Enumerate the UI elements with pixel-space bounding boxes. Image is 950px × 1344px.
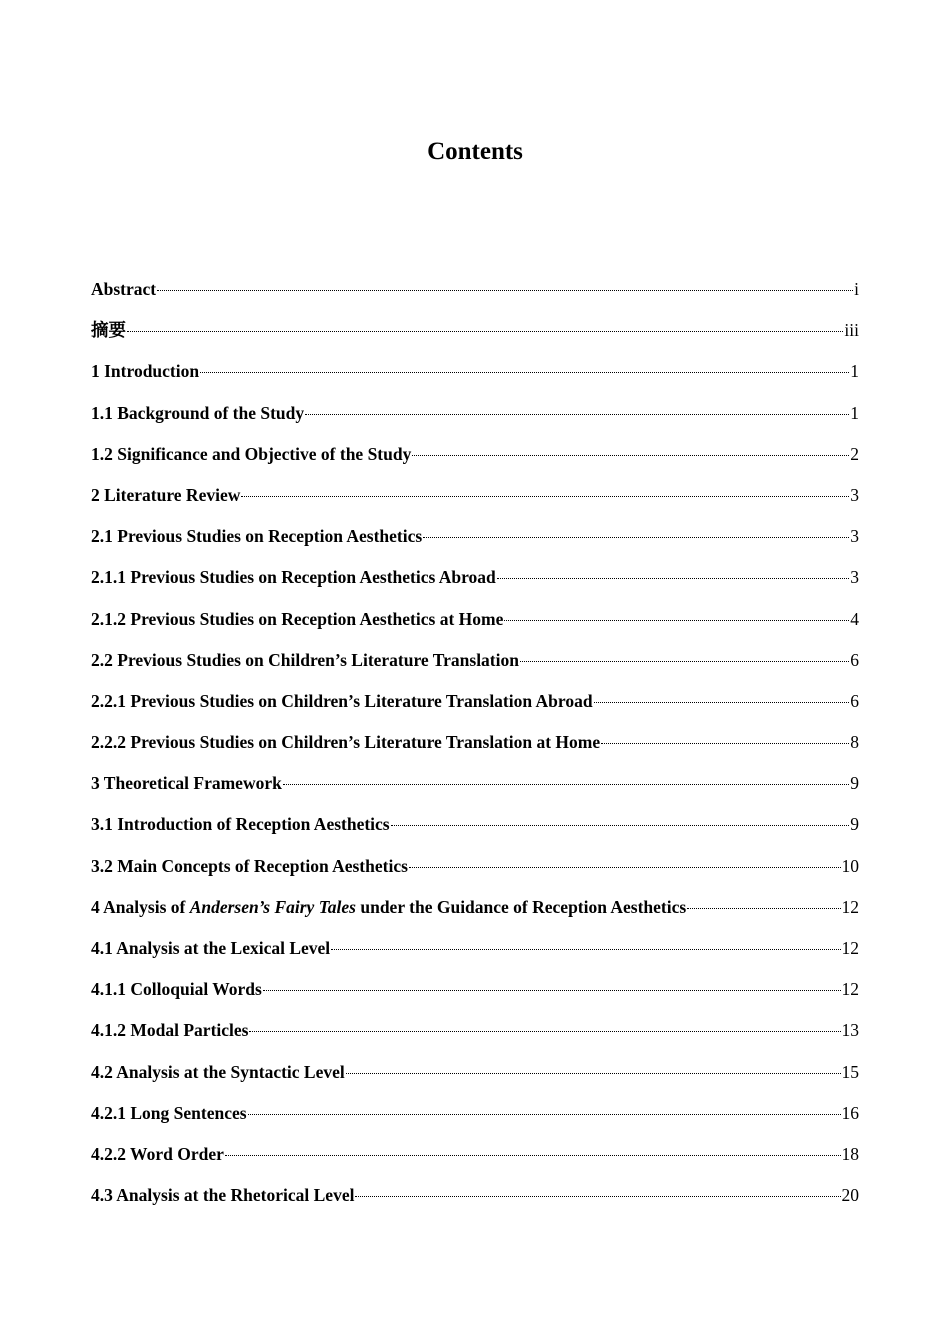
toc-entry-label: 2.2.2 Previous Studies on Children’s Literature Translation at Home bbox=[91, 732, 601, 753]
book-title: Andersen’s Fairy Tales bbox=[189, 896, 356, 917]
toc-leader-dots bbox=[331, 948, 840, 950]
toc-leader-dots bbox=[594, 701, 850, 703]
toc-leader-dots bbox=[225, 1154, 841, 1156]
toc-entry-label: 2.1.1 Previous Studies on Reception Aesthetics Abroad bbox=[91, 567, 496, 588]
toc-entry-page: 9 bbox=[850, 773, 859, 794]
toc-entry-label: 4.3 Analysis at the Rhetorical Level bbox=[91, 1185, 355, 1206]
toc-leader-dots bbox=[355, 1195, 840, 1197]
toc-leader-dots bbox=[520, 660, 849, 662]
toc-entry-1-2[interactable] bbox=[91, 443, 859, 484]
toc-entry-2-2-2[interactable] bbox=[91, 731, 859, 772]
toc-entry-2-2[interactable] bbox=[91, 649, 859, 690]
toc-entry-label: 4.2.2 Word Order bbox=[91, 1143, 224, 1164]
toc-entry-page: 12 bbox=[841, 896, 859, 917]
toc-entry-page: 3 bbox=[850, 567, 859, 588]
toc-entry-2-2-1[interactable] bbox=[91, 690, 859, 731]
toc-entry-label: 3 Theoretical Framework bbox=[91, 773, 282, 794]
toc-entry-2[interactable] bbox=[91, 484, 859, 525]
page-title: Contents bbox=[427, 138, 523, 165]
toc-entry-1-1[interactable] bbox=[91, 402, 859, 443]
toc-entry-2-1-1[interactable] bbox=[91, 566, 859, 607]
toc-leader-dots bbox=[263, 989, 841, 991]
toc-entry-4-1-1[interactable] bbox=[91, 978, 859, 1019]
toc-entry-label: 2 Literature Review bbox=[91, 484, 241, 505]
toc-entry-page: 15 bbox=[841, 1061, 859, 1082]
toc-leader-dots bbox=[241, 495, 849, 497]
toc-entry-page: 10 bbox=[841, 855, 859, 876]
toc-entry-chinese-abstract[interactable] bbox=[91, 319, 859, 360]
toc-entry-page: 6 bbox=[850, 649, 859, 670]
toc-entry-4-2-1[interactable] bbox=[91, 1102, 859, 1143]
toc-entry-page: iii bbox=[844, 320, 859, 341]
toc-entry-label: 1.2 Significance and Objective of the Study bbox=[91, 443, 412, 464]
toc-entry-label: 1 Introduction bbox=[91, 361, 200, 382]
toc-leader-dots bbox=[283, 783, 849, 785]
toc-entry-label: 3.2 Main Concepts of Reception Aesthetics bbox=[91, 855, 408, 876]
toc-entry-label: 2.2 Previous Studies on Children’s Literature Translation bbox=[91, 649, 519, 670]
toc-leader-dots bbox=[249, 1030, 840, 1032]
toc-entry-label: 1.1 Background of the Study bbox=[91, 402, 305, 423]
toc-entry-label bbox=[91, 896, 686, 918]
toc-leader-dots bbox=[346, 1072, 841, 1074]
toc-entry-page: 13 bbox=[841, 1020, 859, 1041]
toc-entry-4-1-2[interactable] bbox=[91, 1019, 859, 1060]
toc-leader-dots bbox=[497, 577, 849, 579]
toc-entry-abstract[interactable] bbox=[91, 278, 859, 319]
toc-leader-dots bbox=[412, 454, 849, 456]
toc-entry-page: 3 bbox=[850, 484, 859, 505]
toc-entry-4[interactable] bbox=[91, 896, 859, 937]
toc-leader-dots bbox=[687, 907, 840, 909]
toc-leader-dots bbox=[127, 330, 843, 332]
toc-leader-dots bbox=[504, 619, 849, 621]
toc-entry-label: 4.1.1 Colloquial Words bbox=[91, 979, 262, 1000]
toc-entry-3-2[interactable] bbox=[91, 855, 859, 896]
toc-entry-page: 4 bbox=[850, 608, 859, 629]
toc-entry-3-1[interactable] bbox=[91, 813, 859, 854]
toc-entry-label: 摘要 bbox=[91, 320, 126, 341]
toc-leader-dots bbox=[248, 1113, 841, 1115]
toc-entry-page: 2 bbox=[850, 443, 859, 464]
toc-entry-page: i bbox=[854, 279, 859, 299]
toc-entry-label: 4.2.1 Long Sentences bbox=[91, 1102, 247, 1123]
toc-entry-page: 1 bbox=[850, 361, 859, 382]
toc-entry-page: 12 bbox=[841, 938, 859, 958]
toc-entry-label: 4.2 Analysis at the Syntactic Level bbox=[91, 1061, 345, 1082]
toc-entry-label: 4.1 Analysis at the Lexical Level bbox=[91, 938, 331, 958]
toc-entry-2-1-2[interactable] bbox=[91, 608, 859, 649]
toc-entry-4-2[interactable] bbox=[91, 1061, 859, 1102]
toc-entry-1[interactable] bbox=[91, 360, 859, 401]
toc-entry-label: 2.2.1 Previous Studies on Children’s Literature Translation Abroad bbox=[91, 690, 593, 711]
toc-entry-page: 12 bbox=[841, 979, 859, 1000]
toc-entry-label: 2.1.2 Previous Studies on Reception Aesthetics at Home bbox=[91, 608, 504, 629]
toc-entry-page: 6 bbox=[850, 690, 859, 711]
toc-entry-label: 4.1.2 Modal Particles bbox=[91, 1020, 249, 1041]
toc-entry-page: 16 bbox=[841, 1102, 859, 1123]
toc-leader-dots bbox=[305, 413, 849, 415]
toc-entry-page: 18 bbox=[841, 1143, 859, 1164]
toc-entry-4-1[interactable] bbox=[91, 937, 859, 978]
toc-entry-label: Abstract bbox=[91, 279, 157, 299]
toc-entry-4-2-2[interactable] bbox=[91, 1143, 859, 1184]
toc-entry-label-part: 4 Analysis of bbox=[91, 896, 190, 917]
table-of-contents bbox=[91, 278, 859, 1225]
toc-leader-dots bbox=[409, 866, 841, 868]
toc-entry-page: 3 bbox=[850, 526, 859, 547]
toc-entry-page: 8 bbox=[850, 732, 859, 753]
toc-entry-label: 2.1 Previous Studies on Reception Aesthetics bbox=[91, 526, 423, 547]
toc-leader-dots bbox=[601, 742, 849, 744]
toc-leader-dots bbox=[200, 371, 849, 373]
toc-entry-page: 20 bbox=[841, 1185, 859, 1206]
toc-entry-label-part: under the Guidance of Reception Aesthetics bbox=[355, 896, 687, 917]
toc-entry-label: 3.1 Introduction of Reception Aesthetics bbox=[91, 814, 390, 835]
toc-leader-dots bbox=[423, 536, 849, 538]
toc-leader-dots bbox=[157, 289, 853, 291]
toc-entry-page: 9 bbox=[850, 814, 859, 835]
toc-entry-3[interactable] bbox=[91, 772, 859, 813]
toc-entry-page: 1 bbox=[850, 402, 859, 423]
toc-entry-4-3[interactable] bbox=[91, 1184, 859, 1225]
toc-entry-2-1[interactable] bbox=[91, 525, 859, 566]
toc-leader-dots bbox=[391, 824, 850, 826]
